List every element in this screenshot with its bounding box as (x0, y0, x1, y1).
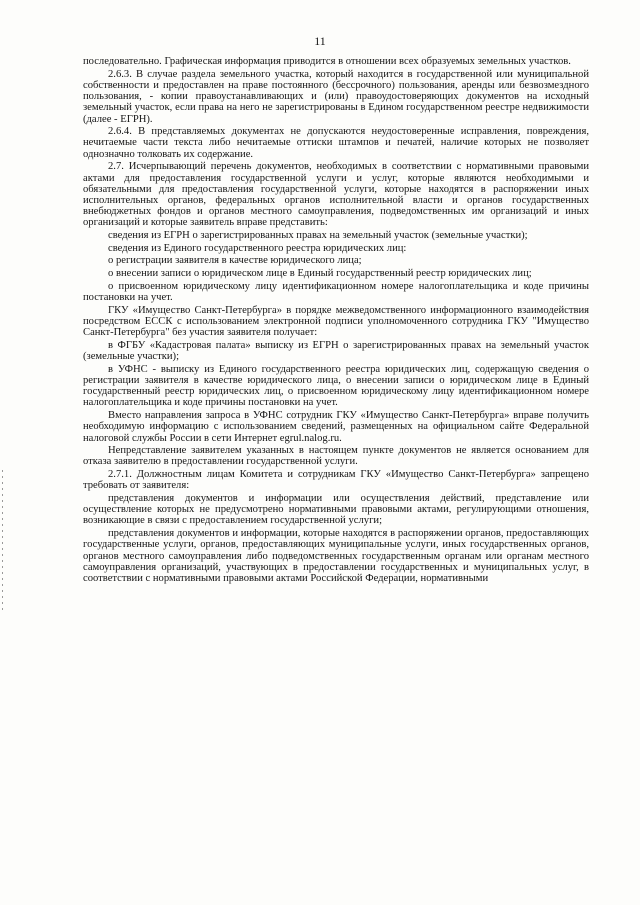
paragraph-documents-actions: представления документов и информации или осуществления действий, представление или осуществление которых не предусмотрено нормативными правовыми актами, регулирующими отношения, возникающие в связи с предоставлением государственной услуги; (83, 493, 589, 527)
paragraph-inn: о присвоенном юридическому лицу идентификационном номере налогоплательщика и коде причины постановки на учет. (83, 280, 589, 304)
paragraph-registration: о регистрации заявителя в качестве юридического лица; (108, 255, 362, 267)
paragraph-entry: о внесении записи о юридическом лице в Единый государственный реестр юридических лиц; (108, 268, 532, 280)
paragraph-egrn-info: сведения из ЕГРН о зарегистрированных правах на земельный участок (земельные участки); (108, 230, 528, 242)
scan-edge-marks (2, 470, 3, 610)
paragraph-documents-info: представления документов и информации, которые находятся в распоряжении органов, предоставляющих государственные услуги, органов, предоставляющих муниципальные услуги, иных государственных органов, органов местного самоуправления либо подведомственных государственным органам или органам местного самоуправления организаций, участвующих в предоставлении государственных и муниципальных услуг, в соответствии с нормативными правовыми актами Российской Федерации, нормативными (83, 528, 589, 584)
paragraph-instead-request: Вместо направления запроса в УФНС сотрудник ГКУ «Имущество Санкт-Петербурга» вправе получить необходимую информацию с использованием сведений, размещенных на официальном сайте Федеральной налоговой службы России в сети Интернет egrul.nalog.ru. (83, 410, 589, 444)
paragraph-1: последовательно. Графическая информация приводится в отношении всех образуемых земельных участков. (83, 56, 571, 67)
paragraph-2-7: 2.7. Исчерпывающий перечень документов, необходимых в соответствии с нормативными правовыми актами для предоставления государственной услуги и услуг, которые являются необходимыми и обязательными для предоставления государственной услуги, которые находятся в распоряжении иных исполнительных органов, федеральных органов исполнительной власти и органов государственных внебюджетных фондов и органов местного самоуправления, подведомственных им организаций и иных организаций и которые заявитель вправе представить: (83, 161, 589, 229)
paragraph-2-6-3: 2.6.3. В случае раздела земельного участка, который находится в государственной или муниципальной собственности и предоставлен на праве постоянного (бессрочного) пользования, аренды или безвозмездного пользования, - копии правоустанавливающих и (или) правоудостоверяющих документов на исходный земельный участок, если права на него не зарегистрированы в Едином государственном реестре недвижимости (далее - ЕГРН). (83, 68, 589, 125)
page-number: 11 (314, 34, 326, 48)
paragraph-ufns: в УФНС - выписку из Единого государственного реестра юридических лиц, содержащую сведения о регистрации заявителя в качестве юридического лица, о внесении записи о юридическом лице в Единый государственный реестр юридических лиц, о присвоенном юридическому лицу идентификационном номере налогоплательщика и коде причины постановки на учет. (83, 363, 589, 409)
paragraph-gku: ГКУ «Имущество Санкт-Петербурга» в порядке межведомственного информационного взаимодействия посредством ЕССК с использованием электронной подписи уполномоченного сотрудника ГКУ "Имущество Санкт-Петербурга" без участия заявителя получает: (83, 304, 589, 339)
document-body (83, 56, 589, 586)
paragraph-egrul-info: сведения из Единого государственного реестра юридических лиц: (108, 242, 407, 254)
paragraph-fgbu: в ФГБУ «Кадастровая палата» выписку из ЕГРН о зарегистрированных правах на земельный участок (земельные участки); (83, 339, 589, 363)
paragraph-non-submission: Непредставление заявителем указанных в настоящем пункте документов не является основанием для отказа заявителю в предоставлении государственной услуги. (83, 445, 589, 468)
paragraph-2-6-4: 2.6.4. В представляемых документах не допускаются неудостоверенные исправления, повреждения, нечитаемые части текста либо нечитаемые оттиски штампов и печатей, наличие которых не позволяет однозначно толковать их содержание. (83, 126, 589, 160)
paragraph-2-7-1: 2.7.1. Должностным лицам Комитета и сотрудникам ГКУ «Имущество Санкт-Петербурга» запрещено требовать от заявителя: (83, 469, 589, 492)
